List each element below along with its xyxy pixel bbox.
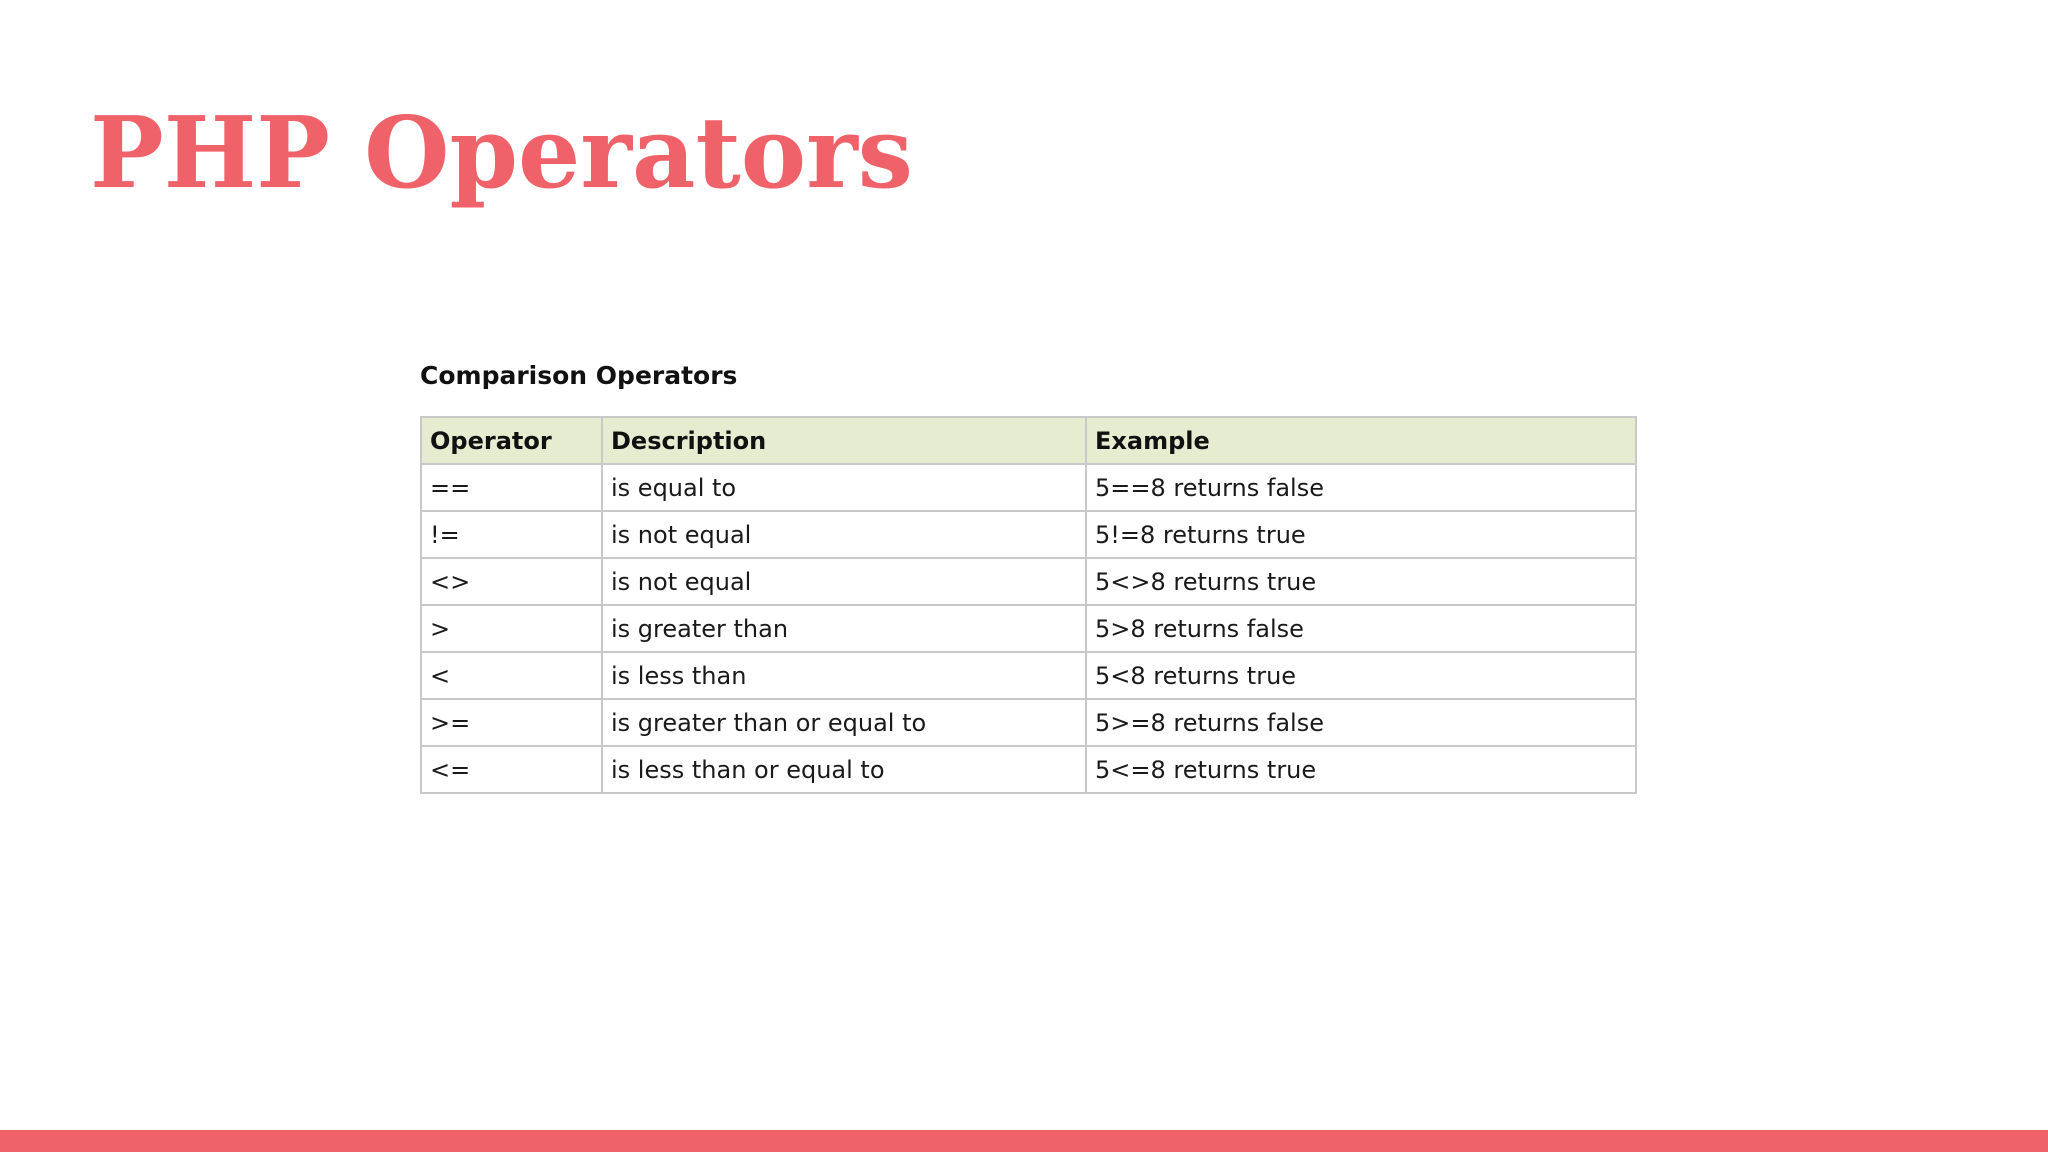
description-cell: is equal to bbox=[602, 464, 1086, 511]
example-cell: 5>=8 returns false bbox=[1086, 699, 1636, 746]
operator-cell: < bbox=[421, 652, 602, 699]
table-header-row bbox=[421, 417, 1636, 464]
column-header-description: Description bbox=[602, 417, 1086, 464]
example-cell: 5>8 returns false bbox=[1086, 605, 1636, 652]
column-header-operator: Operator bbox=[421, 417, 602, 464]
description-cell: is greater than bbox=[602, 605, 1086, 652]
description-cell: is not equal bbox=[602, 558, 1086, 605]
description-cell: is less than bbox=[602, 652, 1086, 699]
example-cell: 5<=8 returns true bbox=[1086, 746, 1636, 793]
table-row bbox=[421, 558, 1636, 605]
operator-cell: != bbox=[421, 511, 602, 558]
description-cell: is not equal bbox=[602, 511, 1086, 558]
comparison-operators-table bbox=[420, 416, 1637, 794]
description-cell: is greater than or equal to bbox=[602, 699, 1086, 746]
example-cell: 5==8 returns false bbox=[1086, 464, 1636, 511]
example-cell: 5!=8 returns true bbox=[1086, 511, 1636, 558]
table-row bbox=[421, 464, 1636, 511]
column-header-example: Example bbox=[1086, 417, 1636, 464]
description-cell: is less than or equal to bbox=[602, 746, 1086, 793]
slide-title: PHP Operators bbox=[90, 96, 913, 211]
bottom-accent-bar bbox=[0, 1130, 2048, 1152]
table-caption: Comparison Operators bbox=[420, 361, 738, 390]
table-row bbox=[421, 605, 1636, 652]
example-cell: 5<>8 returns true bbox=[1086, 558, 1636, 605]
table-row bbox=[421, 699, 1636, 746]
comparison-operators-section bbox=[420, 358, 1635, 794]
operator-cell: > bbox=[421, 605, 602, 652]
table-row bbox=[421, 746, 1636, 793]
operator-cell: >= bbox=[421, 699, 602, 746]
operator-cell: <= bbox=[421, 746, 602, 793]
operator-cell: <> bbox=[421, 558, 602, 605]
example-cell: 5<8 returns true bbox=[1086, 652, 1636, 699]
operator-cell: == bbox=[421, 464, 602, 511]
table-row bbox=[421, 652, 1636, 699]
table-row bbox=[421, 511, 1636, 558]
